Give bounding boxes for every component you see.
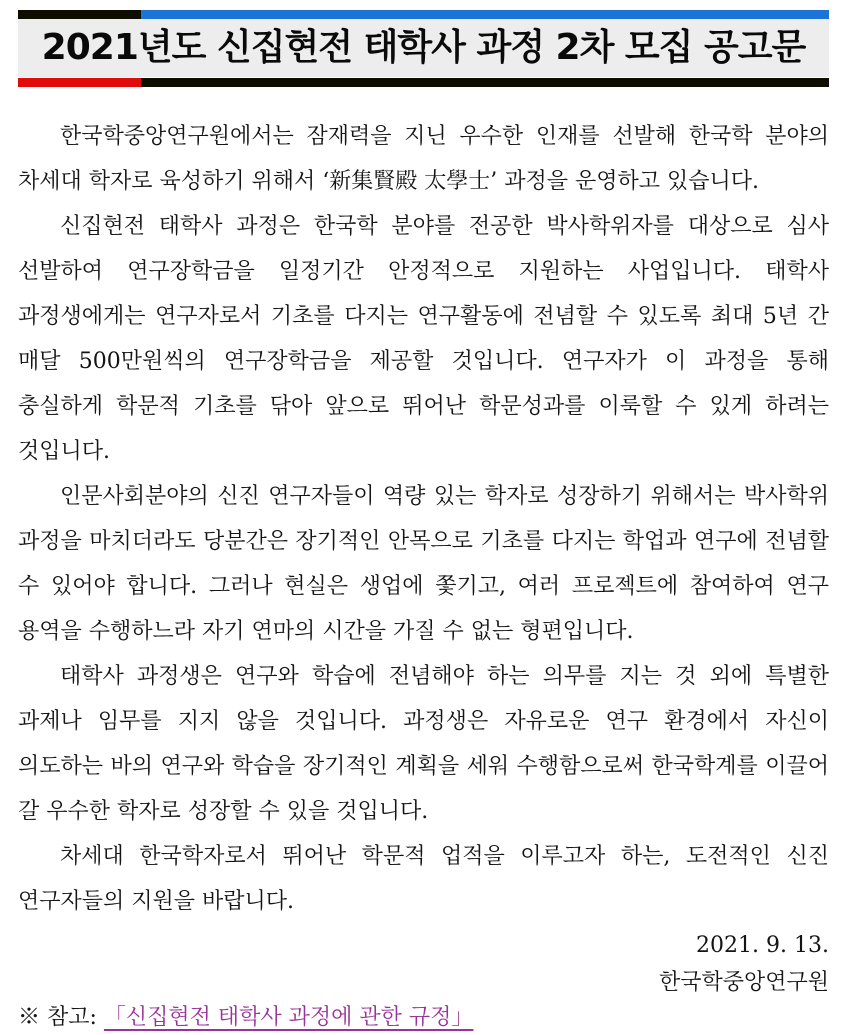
signature-block [18,927,829,1001]
header-top-bar-blue-segment [141,10,829,19]
organization-name: 한국학중앙연구원 [658,970,829,995]
document-date: 2021. 9. 13. [696,933,829,958]
paragraph-program-description: 신집현전 태학사 과정은 한국학 분야를 전공한 박사학위자를 대상으로 심사 선발하여 연구장학금을 일정기간 안정적으로 지원하는 사업입니다. 태학사 과정생에게는 연구자로서 기초를 다지는 연구활동에 전념할 수 있도록 최대 5년 간 매달 500만원씩의 연구장학금을 제공할 것입니다. 연구자가 이 과정을 통해 충실하게 학문적 기초를 닦아 앞으로 뛰어난 학문성과를 이룩할 수 있게 하려는 것입니다. [18,214,829,464]
document-body [18,114,829,1035]
header-bottom-bar [18,78,829,87]
document-header [18,10,829,87]
reference-note-prefix: ※ 참고: [18,1005,104,1030]
paragraph-closing: 차세대 한국학자로서 뛰어난 학문적 업적을 이루고자 하는, 도전적인 신진 연구자들의 지원을 바랍니다. [18,844,829,914]
paragraph-obligations: 태학사 과정생은 연구와 학습에 전념해야 하는 의무를 지는 것 외에 특별한 과제나 임무를 지지 않을 것입니다. 과정생은 자유로운 연구 환경에서 자신이 의도하는 바의 연구와 학습을 장기적인 계획을 세워 수행함으로써 한국학계를 이끌어 갈 우수한 학자로 성장할 수 있을 것입니다. [18,664,829,824]
page-title: 2021년도 신집현전 태학사 과정 2차 모집 공고문 [18,19,829,77]
header-bottom-bar-red-segment [18,78,141,87]
regulation-link[interactable]: 「신집현전 태학사 과정에 관한 규정」 [103,1005,474,1030]
header-bottom-bar-black-segment [141,78,829,87]
paragraph-intro: 한국학중앙연구원에서는 잠재력을 지닌 우수한 인재를 선발해 한국학 분야의 차세대 학자로 육성하기 위해서 ‘新集賢殿 太學士’ 과정을 운영하고 있습니다. [18,124,829,194]
paragraph-background: 인문사회분야의 신진 연구자들이 역량 있는 학자로 성장하기 위해서는 박사학위 과정을 마치더라도 당분간은 장기적인 안목으로 기초를 다지는 학업과 연구에 전념할 수 있어야 합니다. 그러나 현실은 생업에 쫓기고, 여러 프로젝트에 참여하여 연구 용역을 수행하느라 자기 연마의 시간을 가질 수 없는 형편입니다. [18,484,829,644]
reference-note [18,1001,829,1035]
header-top-bar [18,10,829,19]
header-top-bar-black-segment [18,10,141,19]
